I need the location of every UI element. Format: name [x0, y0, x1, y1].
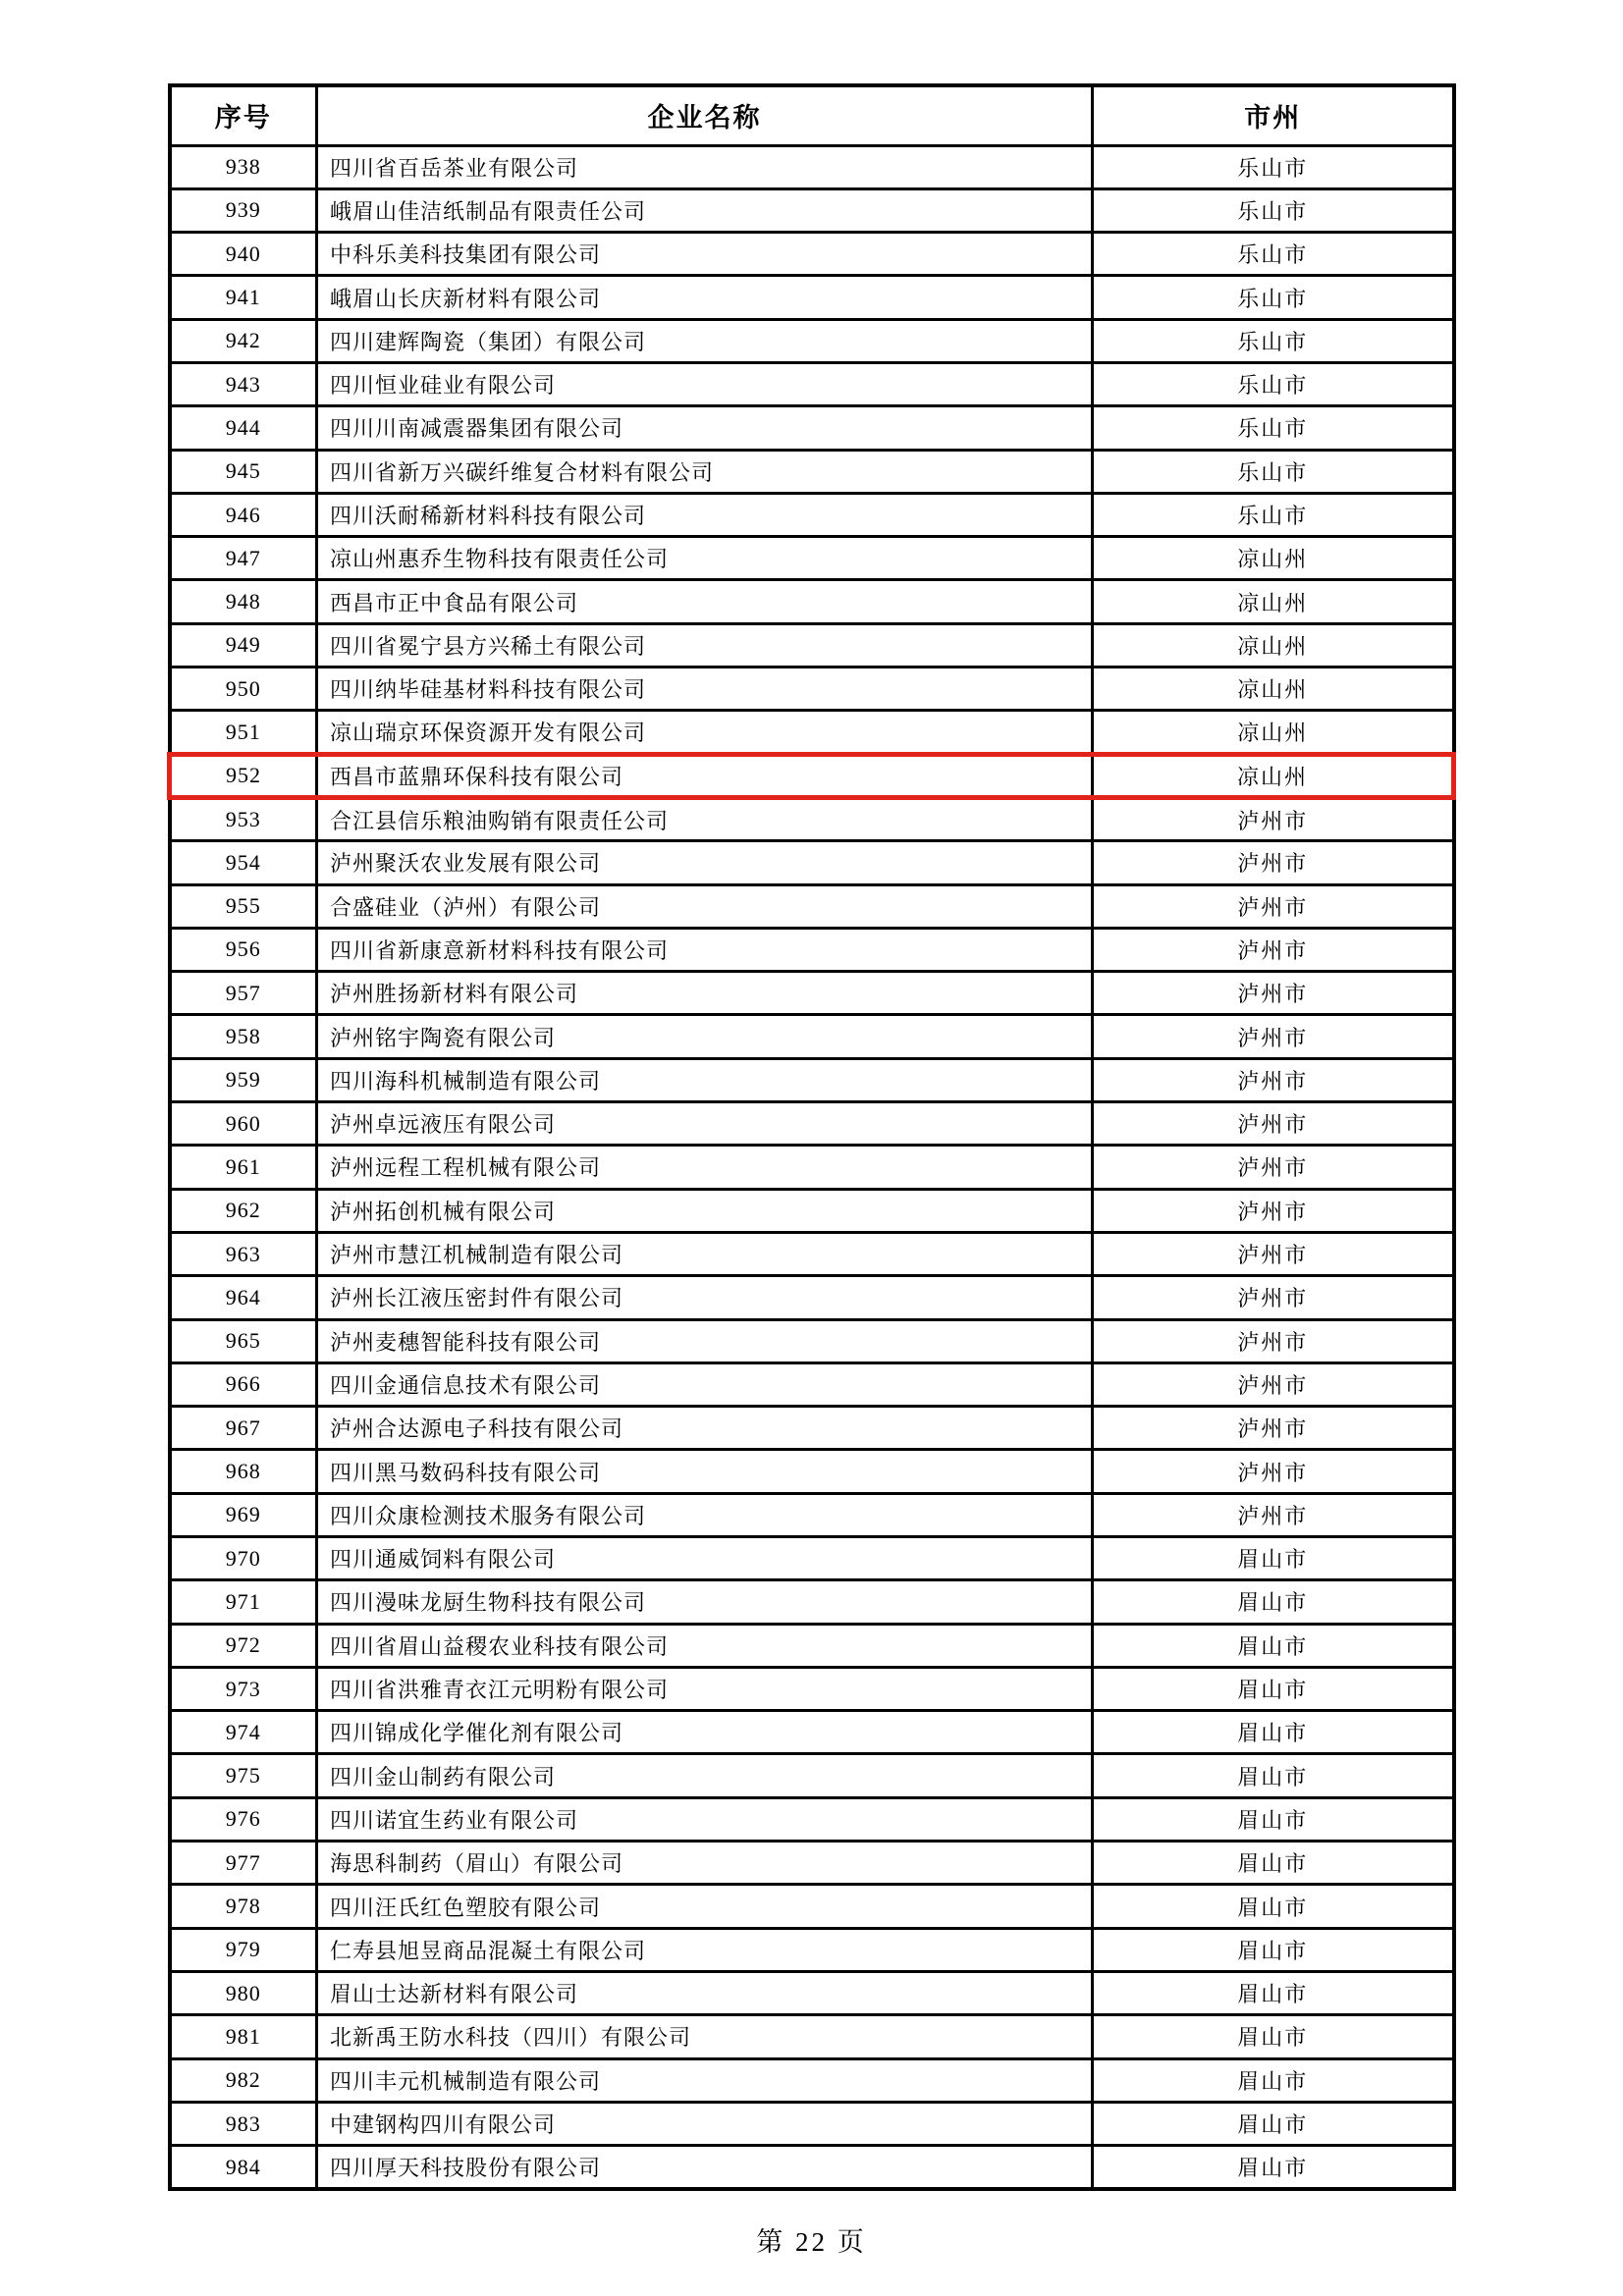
table-row	[170, 884, 1454, 928]
row-serial-number: 950	[170, 667, 317, 711]
page-number: 第 22 页	[756, 2227, 867, 2257]
company-name: 合江县信乐粮油购销有限责任公司	[317, 797, 1093, 840]
city-name: 乐山市	[1093, 188, 1454, 232]
row-serial-number: 962	[170, 1189, 317, 1232]
city-name: 乐山市	[1093, 406, 1454, 450]
row-serial-number: 975	[170, 1754, 317, 1797]
company-name: 四川建辉陶瓷（集团）有限公司	[317, 319, 1093, 362]
table-row	[170, 1928, 1454, 1971]
company-name: 泸州拓创机械有限公司	[317, 1189, 1093, 1232]
table-row	[170, 1754, 1454, 1797]
company-name: 凉山瑞京环保资源开发有限公司	[317, 711, 1093, 754]
table-row	[170, 145, 1454, 188]
table-row	[170, 1797, 1454, 1841]
city-name: 凉山州	[1093, 667, 1454, 711]
company-name: 海思科制药（眉山）有限公司	[317, 1842, 1093, 1885]
table-row	[170, 623, 1454, 667]
company-name: 四川省冕宁县方兴稀土有限公司	[317, 623, 1093, 667]
table-row	[170, 406, 1454, 450]
table-row	[170, 1189, 1454, 1232]
table-row	[170, 1407, 1454, 1450]
table-row	[170, 580, 1454, 623]
company-name: 泸州合达源电子科技有限公司	[317, 1407, 1093, 1450]
row-serial-number: 979	[170, 1928, 317, 1971]
company-name: 四川省百岳茶业有限公司	[317, 145, 1093, 188]
city-name: 泸州市	[1093, 928, 1454, 971]
city-name: 泸州市	[1093, 1362, 1454, 1406]
city-name: 眉山市	[1093, 1842, 1454, 1885]
column-header-company: 企业名称	[317, 85, 1093, 145]
company-name: 四川厚天科技股份有限公司	[317, 2146, 1093, 2189]
row-serial-number: 952	[170, 754, 317, 797]
table-row	[170, 1319, 1454, 1362]
row-serial-number: 983	[170, 2102, 317, 2145]
table-row	[170, 1493, 1454, 1536]
row-serial-number: 944	[170, 406, 317, 450]
city-name: 凉山州	[1093, 580, 1454, 623]
city-name: 乐山市	[1093, 319, 1454, 362]
table-row	[170, 1624, 1454, 1667]
row-serial-number: 947	[170, 537, 317, 580]
city-name: 泸州市	[1093, 1015, 1454, 1058]
table-row	[170, 188, 1454, 232]
company-name: 泸州远程工程机械有限公司	[317, 1146, 1093, 1189]
table-row	[170, 1667, 1454, 1710]
row-serial-number: 961	[170, 1146, 317, 1189]
city-name: 泸州市	[1093, 1146, 1454, 1189]
company-table	[167, 83, 1456, 2191]
company-name: 泸州麦穗智能科技有限公司	[317, 1319, 1093, 1362]
table-row	[170, 2102, 1454, 2145]
row-serial-number: 941	[170, 276, 317, 319]
city-name: 凉山州	[1093, 754, 1454, 797]
table-row	[170, 797, 1454, 840]
row-serial-number: 981	[170, 2015, 317, 2058]
row-serial-number: 943	[170, 362, 317, 405]
city-name: 泸州市	[1093, 884, 1454, 928]
city-name: 眉山市	[1093, 1885, 1454, 1928]
row-serial-number: 955	[170, 884, 317, 928]
row-serial-number: 977	[170, 1842, 317, 1885]
company-name: 四川海科机械制造有限公司	[317, 1058, 1093, 1101]
company-name: 四川金通信息技术有限公司	[317, 1362, 1093, 1406]
company-name: 四川省眉山益稷农业科技有限公司	[317, 1624, 1093, 1667]
company-name: 中建钢构四川有限公司	[317, 2102, 1093, 2145]
header-row	[170, 85, 1454, 145]
row-serial-number: 970	[170, 1537, 317, 1580]
company-name: 西昌市正中食品有限公司	[317, 580, 1093, 623]
table-row	[170, 1711, 1454, 1754]
table-row	[170, 362, 1454, 405]
city-name: 泸州市	[1093, 1232, 1454, 1275]
row-serial-number: 942	[170, 319, 317, 362]
row-serial-number: 957	[170, 972, 317, 1015]
table-row	[170, 711, 1454, 754]
company-name: 四川通威饲料有限公司	[317, 1537, 1093, 1580]
city-name: 泸州市	[1093, 1276, 1454, 1319]
table-row	[170, 841, 1454, 884]
row-serial-number: 953	[170, 797, 317, 840]
row-serial-number: 972	[170, 1624, 317, 1667]
row-serial-number: 938	[170, 145, 317, 188]
row-serial-number: 984	[170, 2146, 317, 2189]
row-serial-number: 963	[170, 1232, 317, 1275]
city-name: 泸州市	[1093, 1407, 1454, 1450]
company-name: 泸州聚沃农业发展有限公司	[317, 841, 1093, 884]
table-row	[170, 1971, 1454, 2014]
city-name: 泸州市	[1093, 1102, 1454, 1146]
city-name: 眉山市	[1093, 1667, 1454, 1710]
table-row	[170, 667, 1454, 711]
table-row	[170, 493, 1454, 536]
city-name: 眉山市	[1093, 1928, 1454, 1971]
row-serial-number: 949	[170, 623, 317, 667]
column-header-serial: 序号	[170, 85, 317, 145]
table-row	[170, 233, 1454, 276]
city-name: 凉山州	[1093, 623, 1454, 667]
table-body	[170, 145, 1454, 2189]
city-name: 泸州市	[1093, 1058, 1454, 1101]
table-row	[170, 276, 1454, 319]
row-serial-number: 956	[170, 928, 317, 971]
company-name: 西昌市蓝鼎环保科技有限公司	[317, 754, 1093, 797]
city-name: 泸州市	[1093, 841, 1454, 884]
company-name: 四川锦成化学催化剂有限公司	[317, 1711, 1093, 1754]
row-serial-number: 939	[170, 188, 317, 232]
city-name: 乐山市	[1093, 450, 1454, 493]
table-row	[170, 2146, 1454, 2189]
company-name: 泸州胜扬新材料有限公司	[317, 972, 1093, 1015]
company-name: 四川诺宜生药业有限公司	[317, 1797, 1093, 1841]
row-serial-number: 973	[170, 1667, 317, 1710]
city-name: 眉山市	[1093, 1797, 1454, 1841]
company-name: 四川纳毕硅基材料科技有限公司	[317, 667, 1093, 711]
company-name: 泸州长江液压密封件有限公司	[317, 1276, 1093, 1319]
table-row	[170, 972, 1454, 1015]
row-serial-number: 948	[170, 580, 317, 623]
company-name: 合盛硅业（泸州）有限公司	[317, 884, 1093, 928]
city-name: 泸州市	[1093, 1319, 1454, 1362]
row-serial-number: 974	[170, 1711, 317, 1754]
row-serial-number: 967	[170, 1407, 317, 1450]
company-name: 四川恒业硅业有限公司	[317, 362, 1093, 405]
row-serial-number: 968	[170, 1450, 317, 1493]
table-row	[170, 2015, 1454, 2058]
city-name: 乐山市	[1093, 362, 1454, 405]
table-row	[170, 450, 1454, 493]
city-name: 乐山市	[1093, 233, 1454, 276]
column-header-city: 市州	[1093, 85, 1454, 145]
company-name: 北新禹王防水科技（四川）有限公司	[317, 2015, 1093, 2058]
city-name: 凉山州	[1093, 537, 1454, 580]
city-name: 眉山市	[1093, 2058, 1454, 2102]
row-serial-number: 959	[170, 1058, 317, 1101]
company-name: 眉山士达新材料有限公司	[317, 1971, 1093, 2014]
row-serial-number: 951	[170, 711, 317, 754]
city-name: 泸州市	[1093, 1450, 1454, 1493]
table-row-highlighted	[170, 754, 1454, 797]
table-row	[170, 928, 1454, 971]
city-name: 眉山市	[1093, 2102, 1454, 2145]
city-name: 泸州市	[1093, 972, 1454, 1015]
row-serial-number: 965	[170, 1319, 317, 1362]
table-row	[170, 1276, 1454, 1319]
company-name: 四川省洪雅青衣江元明粉有限公司	[317, 1667, 1093, 1710]
company-name: 四川漫味龙厨生物科技有限公司	[317, 1580, 1093, 1624]
company-name: 泸州市慧江机械制造有限公司	[317, 1232, 1093, 1275]
table-row	[170, 1232, 1454, 1275]
row-serial-number: 969	[170, 1493, 317, 1536]
row-serial-number: 946	[170, 493, 317, 536]
table-row	[170, 1842, 1454, 1885]
row-serial-number: 976	[170, 1797, 317, 1841]
city-name: 眉山市	[1093, 1580, 1454, 1624]
table-row	[170, 1102, 1454, 1146]
row-serial-number: 945	[170, 450, 317, 493]
company-name: 四川丰元机械制造有限公司	[317, 2058, 1093, 2102]
company-name: 四川金山制药有限公司	[317, 1754, 1093, 1797]
city-name: 眉山市	[1093, 2015, 1454, 2058]
city-name: 乐山市	[1093, 276, 1454, 319]
row-serial-number: 940	[170, 233, 317, 276]
table-row	[170, 2058, 1454, 2102]
city-name: 眉山市	[1093, 2146, 1454, 2189]
city-name: 泸州市	[1093, 797, 1454, 840]
company-name: 四川省新康意新材料科技有限公司	[317, 928, 1093, 971]
city-name: 眉山市	[1093, 1711, 1454, 1754]
table-row	[170, 319, 1454, 362]
table-row	[170, 1537, 1454, 1580]
row-serial-number: 971	[170, 1580, 317, 1624]
company-name: 四川川南减震器集团有限公司	[317, 406, 1093, 450]
table-row	[170, 1362, 1454, 1406]
company-name: 四川黑马数码科技有限公司	[317, 1450, 1093, 1493]
row-serial-number: 958	[170, 1015, 317, 1058]
city-name: 眉山市	[1093, 1624, 1454, 1667]
table-row	[170, 1580, 1454, 1624]
row-serial-number: 978	[170, 1885, 317, 1928]
city-name: 眉山市	[1093, 1971, 1454, 2014]
row-serial-number: 960	[170, 1102, 317, 1146]
city-name: 泸州市	[1093, 1189, 1454, 1232]
company-name: 峨眉山佳洁纸制品有限责任公司	[317, 188, 1093, 232]
row-serial-number: 964	[170, 1276, 317, 1319]
company-name: 峨眉山长庆新材料有限公司	[317, 276, 1093, 319]
company-name: 泸州卓远液压有限公司	[317, 1102, 1093, 1146]
city-name: 乐山市	[1093, 145, 1454, 188]
city-name: 泸州市	[1093, 1493, 1454, 1536]
table-row	[170, 1885, 1454, 1928]
company-name: 中科乐美科技集团有限公司	[317, 233, 1093, 276]
city-name: 乐山市	[1093, 493, 1454, 536]
row-serial-number: 982	[170, 2058, 317, 2102]
city-name: 眉山市	[1093, 1537, 1454, 1580]
city-name: 眉山市	[1093, 1754, 1454, 1797]
company-name: 仁寿县旭昱商品混凝土有限公司	[317, 1928, 1093, 1971]
table-row	[170, 1058, 1454, 1101]
row-serial-number: 954	[170, 841, 317, 884]
table-row	[170, 1450, 1454, 1493]
table-row	[170, 537, 1454, 580]
company-name: 泸州铭宇陶瓷有限公司	[317, 1015, 1093, 1058]
row-serial-number: 980	[170, 1971, 317, 2014]
city-name: 凉山州	[1093, 711, 1454, 754]
company-name: 四川沃耐稀新材料科技有限公司	[317, 493, 1093, 536]
company-name: 四川众康检测技术服务有限公司	[317, 1493, 1093, 1536]
company-name: 四川省新万兴碳纤维复合材料有限公司	[317, 450, 1093, 493]
company-name: 四川汪氏红色塑胶有限公司	[317, 1885, 1093, 1928]
table-row	[170, 1146, 1454, 1189]
row-serial-number: 966	[170, 1362, 317, 1406]
company-name: 凉山州惠乔生物科技有限责任公司	[317, 537, 1093, 580]
table-row	[170, 1015, 1454, 1058]
